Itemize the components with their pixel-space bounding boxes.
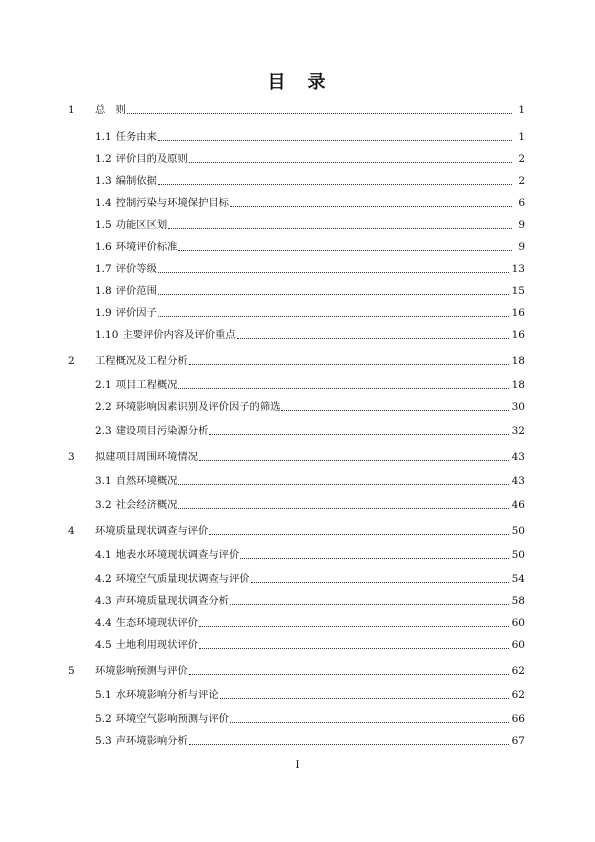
toc-entry-number: 1.3 [95,175,112,187]
toc-entry-number: 2.2 [95,401,112,413]
toc-entry-content [95,617,525,630]
toc-chapter-entry[interactable] [0,664,595,680]
dot-leader [209,433,508,435]
toc-chapter-entry[interactable] [0,450,595,466]
toc-entry-content [95,451,525,464]
toc-entry-label: 拟建项目周围环境情况 [95,451,198,463]
toc-entry-page-number: 18 [511,355,525,367]
toc-section-entry[interactable] [0,262,595,278]
toc-entry-content [95,573,525,586]
toc-entry-content [95,735,525,748]
toc-entry-content [95,549,525,562]
toc-entry-label: 评价因子 [115,307,157,319]
toc-entry-content [95,241,525,254]
toc-entry-number: 4.4 [95,617,112,629]
page-title: 目 录 [267,72,328,93]
toc-entry-content [95,475,525,488]
toc-entry-content [95,639,525,652]
toc-entry-number: 1.6 [95,241,112,253]
dot-leader [189,161,512,163]
toc-entry-label: 地表水环境现状调查与评价 [115,549,240,561]
toc-entry-page-number: 2 [518,175,525,187]
toc-chapter-entry[interactable] [0,524,595,540]
toc-entry-content [95,689,525,702]
toc-chapter-entry[interactable] [0,354,595,370]
toc-entry-label: 声环境质量现状调查分析 [115,595,229,607]
toc-entry-label: 工程概况及工程分析 [95,355,188,367]
dot-leader [158,293,509,295]
toc-entry-content [95,525,525,538]
dot-leader [220,697,509,699]
toc-section-entry[interactable] [0,328,595,344]
dot-leader [168,227,512,229]
dot-leader [178,387,508,389]
toc-entry-page-number: 15 [511,285,525,297]
toc-entry-content [95,285,525,298]
toc-entry-label: 编制依据 [115,175,157,187]
toc-entry-label: 环境空气影响预测与评价 [115,713,229,725]
page-number: I [295,760,300,771]
toc-entry-label: 环境质量现状调查与评价 [95,525,209,537]
toc-entry-content [95,131,525,144]
toc-entry-page-number: 1 [518,131,525,143]
toc-entry-page-number: 30 [511,401,525,413]
dot-leader [199,647,509,649]
toc-entry-label: 项目工程概况 [115,379,178,391]
toc-entry-page-number: 62 [511,665,525,677]
toc-entry-number: 5.2 [95,713,112,725]
toc-entry-label: 环境影响预测与评价 [95,665,188,677]
toc-entry-content [95,219,525,232]
toc-entry-number: 4.5 [95,639,112,651]
dot-leader [158,139,512,141]
toc-entry-label: 环境空气质量现状调查与评价 [115,573,250,585]
toc-entry-content [95,595,525,608]
toc-entry-label: 自然环境概况 [115,475,178,487]
toc-entry-page-number: 16 [511,329,525,341]
toc-entry-number: 5.1 [95,689,112,701]
toc-entry-number: 4 [68,525,75,537]
dot-leader [189,673,509,675]
toc-entry-number: 5 [68,665,75,677]
toc-entry-page-number: 46 [511,499,525,511]
dot-leader [230,721,509,723]
toc-section-entry[interactable] [0,474,595,490]
toc-entry-content [95,197,525,210]
toc-entry-label: 功能区区划 [115,219,168,231]
toc-entry-content [95,175,525,188]
toc-entry-content [95,153,525,166]
toc-section-entry[interactable] [0,548,595,564]
dot-leader [158,315,509,317]
toc-section-entry[interactable] [0,218,595,234]
toc-entry-number: 1.7 [95,263,112,275]
toc-entry-number: 3.1 [95,475,112,487]
toc-entry-page-number: 67 [511,735,525,747]
toc-entry-page-number: 60 [511,639,525,651]
toc-entry-page-number: 13 [511,263,525,275]
toc-section-entry[interactable] [0,616,595,632]
toc-entry-content [95,499,525,512]
toc-entry-number: 3 [68,451,75,463]
toc-section-entry[interactable] [0,638,595,654]
toc-entry-page-number: 60 [511,617,525,629]
toc-entry-page-number: 50 [511,549,525,561]
toc-entry-label: 社会经济概况 [115,499,178,511]
toc-entry-number: 1.1 [95,131,112,143]
dot-leader [230,205,512,207]
dot-leader [178,483,508,485]
toc-entry-label: 评价等级 [115,263,157,275]
toc-entry-label: 总 则 [95,104,126,116]
toc-entry-content [95,665,525,678]
toc-section-entry[interactable] [0,240,595,256]
toc-entry-page-number: 58 [511,595,525,607]
dot-leader [189,743,509,745]
dot-leader [199,625,509,627]
dot-leader [237,337,509,339]
toc-entry-number: 4.2 [95,573,112,585]
toc-entry-page-number: 62 [511,689,525,701]
toc-entry-content [95,425,525,438]
toc-entry-label: 水环境影响分析与评论 [115,689,219,701]
toc-entry-page-number: 54 [511,573,525,585]
toc-entry-page-number: 1 [518,104,525,116]
toc-entry-page-number: 50 [511,525,525,537]
toc-entry-page-number: 43 [511,475,525,487]
toc-entry-number: 5.3 [95,735,112,747]
toc-entry-content [95,355,525,368]
toc-entry-label: 声环境影响分析 [115,735,188,747]
toc-entry-content [95,329,525,342]
toc-entry-content [95,379,525,392]
dot-leader [230,603,509,605]
toc-entry-page-number: 66 [511,713,525,725]
toc-section-entry[interactable] [0,498,595,514]
toc-entry-number: 2.1 [95,379,112,391]
toc-entry-page-number: 18 [511,379,525,391]
toc-entry-number: 3.2 [95,499,112,511]
toc-section-entry[interactable] [0,572,595,588]
dot-leader [281,409,508,411]
toc-section-entry[interactable] [0,400,595,416]
toc-entry-label: 土地利用现状评价 [115,639,199,651]
toc-entry-number: 1.10 [95,329,119,341]
toc-entry-label: 建设项目污染源分析 [115,425,209,437]
toc-entry-page-number: 9 [518,219,525,231]
toc-section-entry[interactable] [0,594,595,610]
toc-entry-page-number: 32 [511,425,525,437]
toc-entry-number: 1.8 [95,285,112,297]
toc-section-entry[interactable] [0,284,595,300]
toc-entry-label: 生态环境现状评价 [115,617,199,629]
toc-entry-page-number: 9 [518,241,525,253]
dot-leader [199,459,509,461]
toc-entry-label: 主要评价内容及评价重点 [122,329,236,341]
toc-entry-label: 评价范围 [115,285,157,297]
dot-leader [209,533,508,535]
toc-entry-content [95,713,525,726]
toc-entry-number: 1.2 [95,153,112,165]
dot-leader [178,507,508,509]
toc-section-entry[interactable] [0,174,595,190]
toc-section-entry[interactable] [0,152,595,168]
toc-entry-number: 1.4 [95,197,112,209]
toc-section-entry[interactable] [0,130,595,146]
toc-entry-number: 4.3 [95,595,112,607]
dot-leader [251,581,509,583]
toc-entry-label: 环境影响因素识别及评价因子的筛选 [115,401,281,413]
toc-entry-content [95,307,525,320]
dot-leader [189,363,509,365]
toc-section-entry[interactable] [0,378,595,394]
toc-entry-number: 2.3 [95,425,112,437]
toc-section-entry[interactable] [0,712,595,728]
toc-entry-number: 4.1 [95,549,112,561]
toc-entry-label: 任务由来 [115,131,157,143]
toc-entry-label: 控制污染与环境保护目标 [115,197,229,209]
toc-section-entry[interactable] [0,424,595,440]
toc-entry-number: 1 [68,104,75,116]
toc-entry-label: 环境评价标准 [115,241,178,253]
toc-entry-page-number: 2 [518,153,525,165]
toc-section-entry[interactable] [0,734,595,750]
toc-entry-content [95,263,525,276]
toc-chapter-entry[interactable] [0,103,595,119]
toc-section-entry[interactable] [0,196,595,212]
toc-entry-page-number: 43 [511,451,525,463]
toc-section-entry[interactable] [0,688,595,704]
dot-leader [178,249,512,251]
toc-section-entry[interactable] [0,306,595,322]
toc-entry-page-number: 6 [518,197,525,209]
toc-entry-label: 评价目的及原则 [115,153,188,165]
dot-leader [158,183,512,185]
toc-entry-number: 1.5 [95,219,112,231]
toc-entry-content [95,104,525,117]
dot-leader [158,271,509,273]
dot-leader [240,557,508,559]
toc-entry-number: 2 [68,355,75,367]
toc-entry-page-number: 16 [511,307,525,319]
toc-entry-number: 1.9 [95,307,112,319]
toc-entry-content [95,401,525,414]
dot-leader [127,112,512,114]
